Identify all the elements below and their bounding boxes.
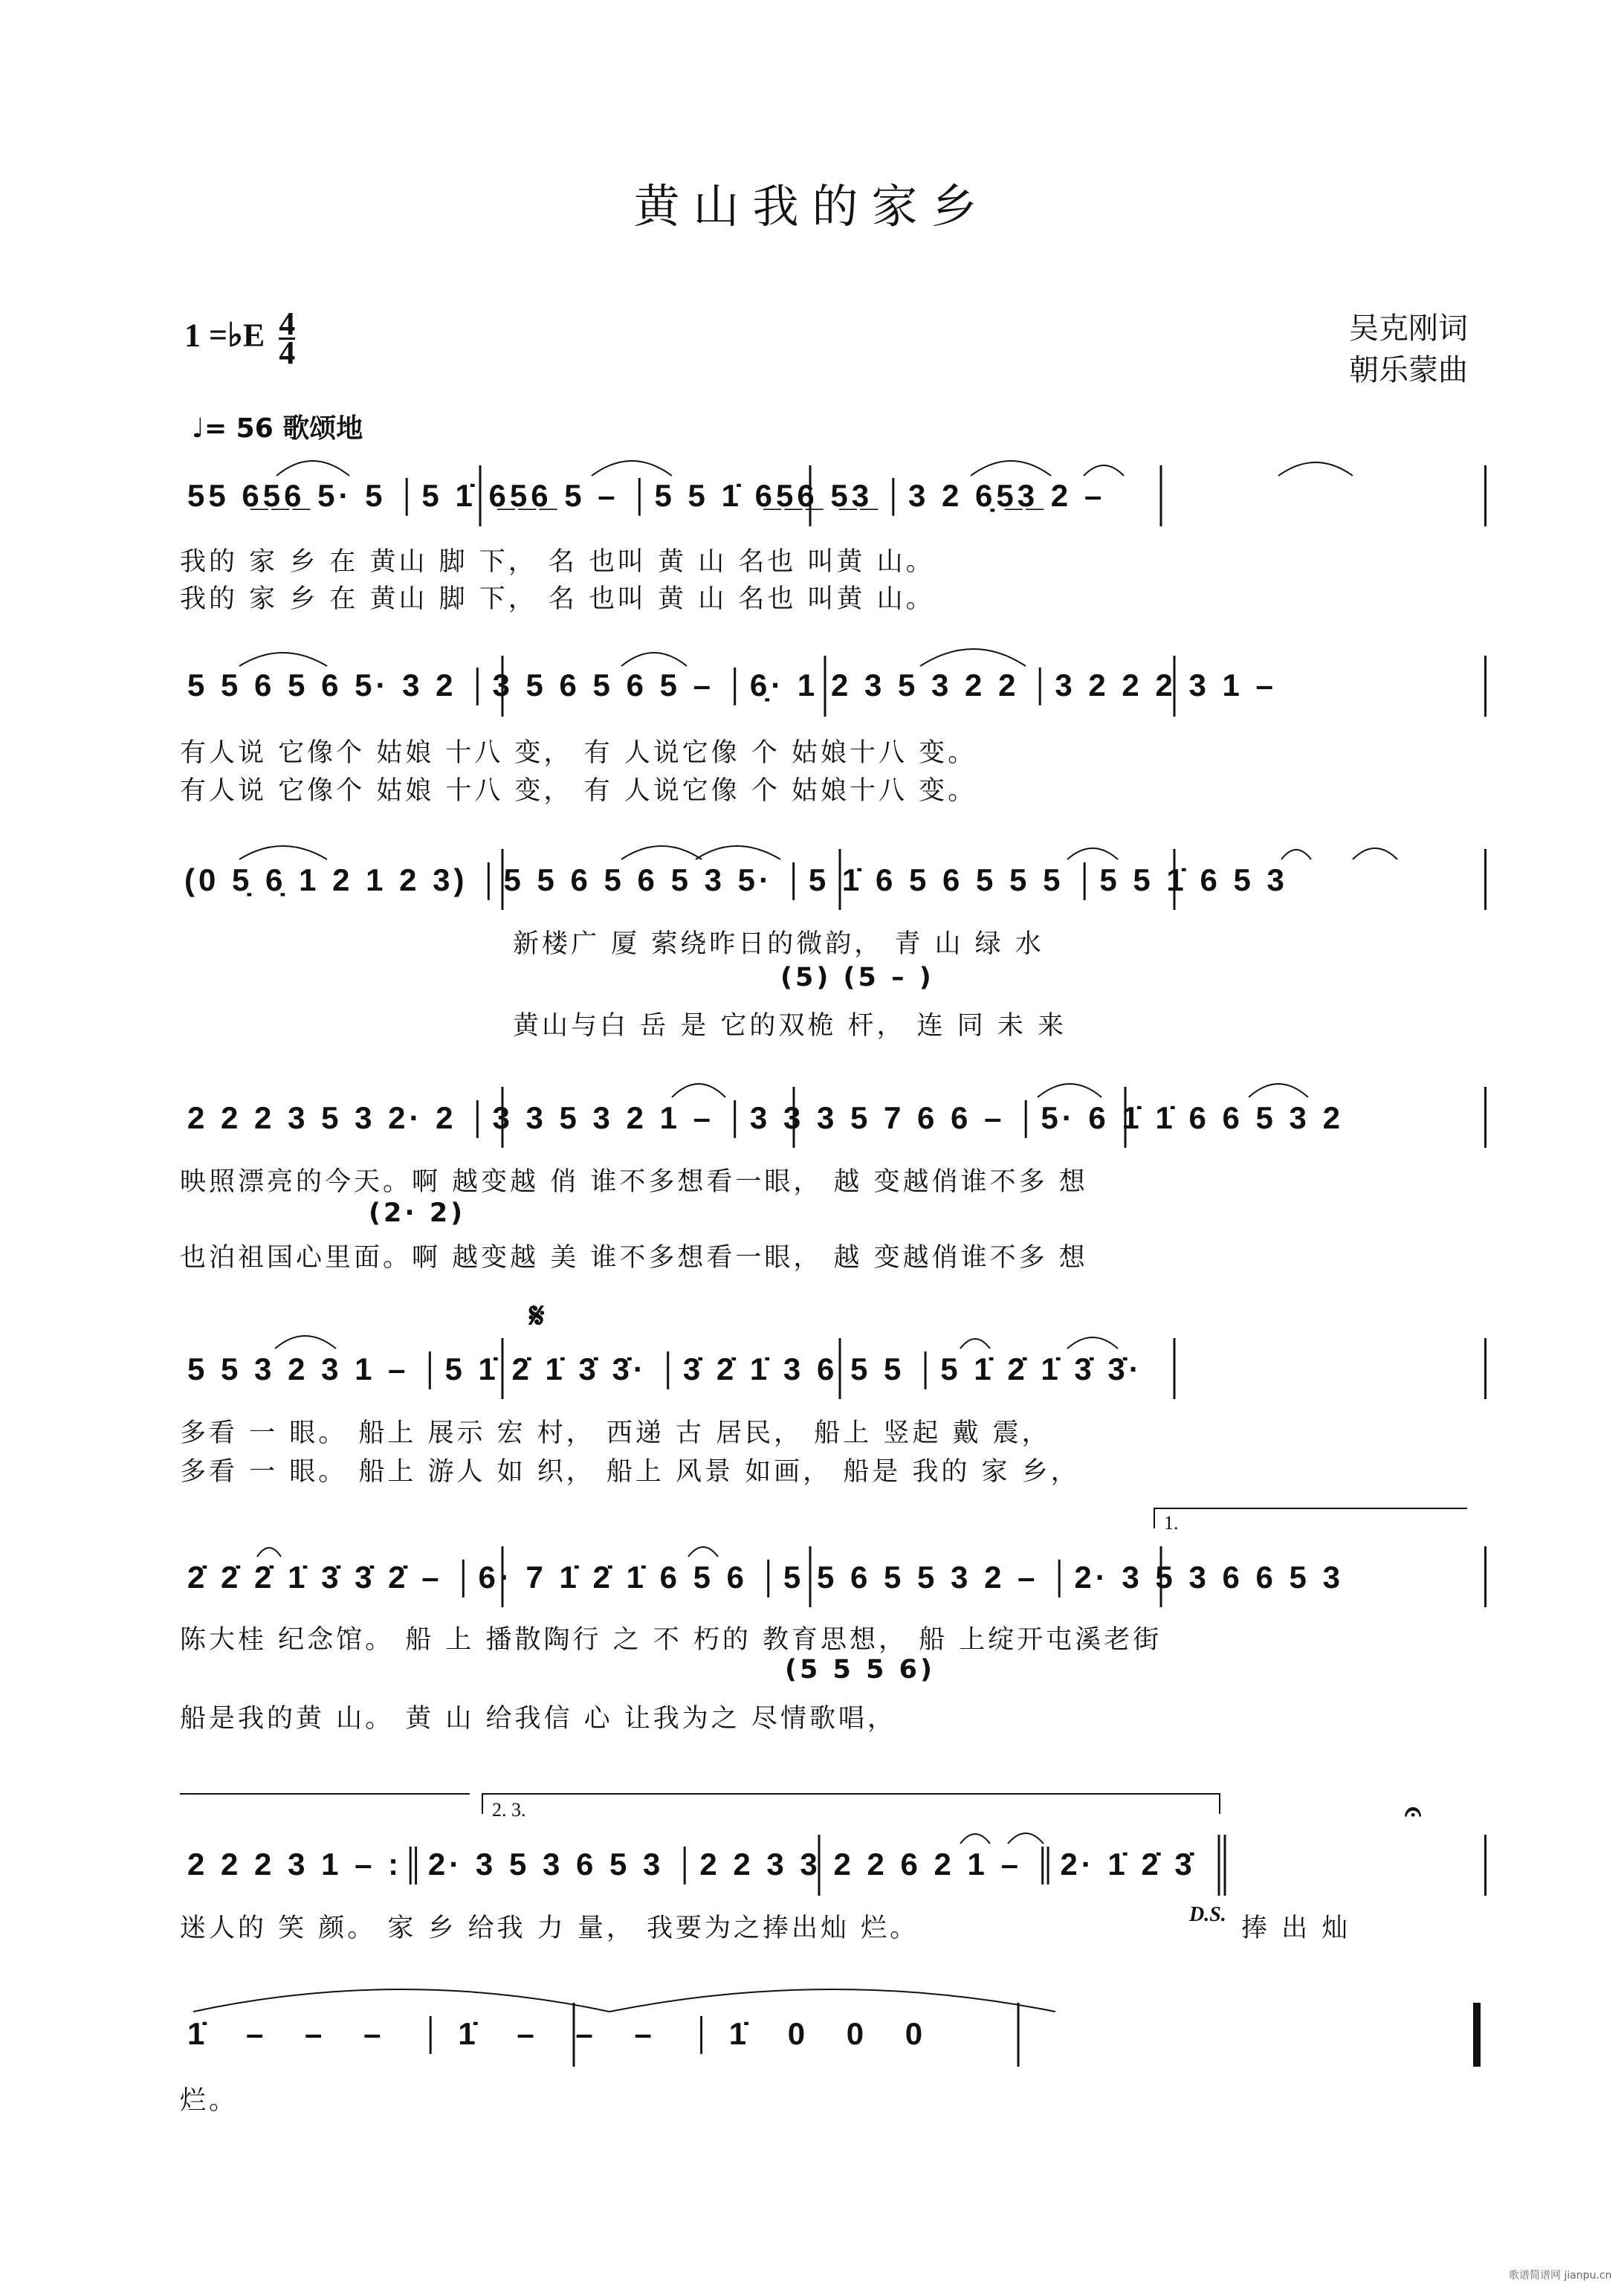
lyrics-system-3-verse-1: 新楼广 厦 萦绕昨日的微韵， 青 山 绿 水 — [513, 929, 1044, 959]
slur-12 — [1067, 848, 1118, 859]
slur-14 — [1353, 848, 1397, 859]
dal-segno-marking: D.S. — [1189, 1903, 1226, 1926]
lyrics-system-6-verse-2: 船是我的黄 山。 黄 山 给我信 心 让我为之 尽情歌唱， — [180, 1704, 896, 1734]
key-signature — [184, 306, 296, 371]
song-title: 黄山我的家乡 — [633, 179, 991, 233]
notes-system-4: 2 2 2 3 5 3 2· 2 │3 3 5 3 2 1 – │3 3 3 5 7 6 6 – │5· 6 1̇ 1̇ 6 6 5 3 2 — [187, 1100, 1344, 1135]
final-barline — [1473, 2003, 1481, 2067]
notes-system-5: 5 5 3 2 3 1 – │5 1̇ 2̇ 1̇ 3̇ 3̇· │3̇ 2̇ 1̇ 3 6 5 5 │5 1̇ 2̇ 1̇ 3̇ 3̇· — [187, 1352, 1143, 1386]
volta-1-label: 1. — [1164, 1512, 1179, 1534]
slur-21 — [257, 1548, 281, 1557]
slur-3 — [971, 461, 1051, 476]
slur-10 — [621, 846, 702, 859]
alt-notes-system-4: (2· 2) — [369, 1198, 466, 1228]
slur-20 — [1067, 1337, 1118, 1349]
lyrics-system-5-verse-2: 多看 一 眼。 船上 游人 如 织， 船上 风景 如画， 船是 我的 家 乡， — [180, 1457, 1080, 1487]
notes-system-8: 1̇ – – – │1̇ – – – │1̇ 0 0 0 — [187, 2016, 939, 2051]
composer: 朝乐蒙曲 — [1349, 353, 1468, 387]
slur-9 — [239, 846, 327, 859]
barline-end-system-2 — [1484, 656, 1486, 717]
lyrics-system-8: 烂。 — [180, 2086, 239, 2116]
notes-system-1: 55 6̲5̲6̲ 5· 5 │5 1̇ 6̲5̲6̲ 5 – │5 5 1̇ 6̲5̲6̲ 5̲3̲ │3 2 6̣5̲3̲ 2 – — [187, 478, 1106, 513]
slur-4 — [1084, 465, 1124, 476]
notes-system-6: 2̇ 2̇ 2̇ 1̇ 3̇ 3̇ 2̇ – │6· 7 1̇ 2̇ 1̇ 6 5 6 │5 5 6 5 5 3 2 – │2· 3 5 3 6 6 5 3 — [187, 1560, 1344, 1595]
slur-1 — [276, 461, 349, 476]
tempo-marking: ♩= 56 歌颂地 — [192, 413, 363, 444]
barline-end-system-3 — [1484, 849, 1486, 910]
lyrics-system-1-verse-2: 我的 家 乡 在 黄山 脚 下， 名 也叫 黄 山 名也 叫黄 山。 — [180, 584, 935, 614]
lyrics-system-7-tail: 捧 出 灿 — [1241, 1914, 1351, 1943]
volta-23-label: 2. 3. — [492, 1799, 526, 1821]
lyrics-system-4-verse-2: 也泊祖国心里面。啊 越变越 美 谁不多想看一眼， 越 变越俏谁不多 想 — [180, 1243, 1088, 1273]
watermark: 歌谱简谱网 jianpu.cn — [1509, 2270, 1612, 2282]
volta-second-ending — [482, 1793, 1220, 1814]
barline-end-system-1 — [1484, 465, 1486, 526]
notes-system-2: 5 5 6 5 6 5· 3 2 │3 5 6 5 6 5 – │6̣· 1 2 3 5 3 2 2 │3 2 2 2 3 1 – — [187, 668, 1277, 703]
time-signature — [279, 306, 296, 371]
slur-19 — [960, 1339, 990, 1349]
lyrics-system-2-verse-2: 有人说 它像个 姑娘 十八 变， 有 人说它像 个 姑娘十八 变。 — [180, 776, 977, 806]
lyrics-system-2-verse-1: 有人说 它像个 姑娘 十八 变， 有 人说它像 个 姑娘十八 变。 — [180, 738, 977, 768]
notes-system-7: 2 2 2 3 1 – :║2· 3 5 3 6 5 3 │2 2 3 3 2 2 6 2 1 – ║2· 1̇ 2̇ 3̇ — [187, 1847, 1196, 1882]
lyrics-system-4-verse-1: 映照漂亮的今天。啊 越变越 俏 谁不多想看一眼， 越 变越俏谁不多 想 — [180, 1167, 1088, 1197]
slur-7 — [621, 653, 687, 666]
barline-end-system-5 — [1484, 1338, 1486, 1399]
alt-notes-system-3: (5) (5 – ) — [780, 963, 934, 992]
notes-system-3: (0 5̣ 6̣ 1 2 1 2 3) │5 5 6 5 6 5 3 5· │5 1̇ 6 5 6 5 5 5 │5 5 1̇ 6 5 3 — [184, 862, 1288, 897]
slur-24 — [1008, 1833, 1044, 1844]
slur-18 — [275, 1336, 336, 1349]
volta-first-ending — [1154, 1508, 1467, 1528]
slur-23 — [960, 1834, 990, 1844]
slur-15 — [672, 1084, 725, 1097]
time-numerator: 4 — [279, 306, 296, 342]
lyrics-system-3-verse-2: 黄山与白 岳 是 它的双桅 杆， 连 同 未 来 — [513, 1011, 1067, 1041]
volta-first-ending-continued — [180, 1793, 470, 1795]
time-denominator: 4 — [279, 335, 296, 371]
barline-end-system-7 — [1484, 1835, 1486, 1896]
barline-end-system-4 — [1484, 1087, 1486, 1148]
lyrics-system-6-verse-1: 陈大桂 纪念馆。 船 上 播散陶行 之 不 朽的 教育思想， 船 上绽开屯溪老街 — [180, 1625, 1162, 1655]
lyrics-system-1-verse-1: 我的 家 乡 在 黄山 脚 下， 名 也叫 黄 山 名也 叫黄 山。 — [180, 547, 935, 577]
slur-2 — [592, 461, 672, 476]
slur-11 — [696, 846, 780, 859]
slur-25 — [193, 1989, 609, 2012]
segno-sign: 𝄋 — [529, 1295, 545, 1337]
lyrics-system-7: 迷人的 笑 颜。 家 乡 给我 力 量， 我要为之捧出灿 烂。 — [180, 1914, 919, 1943]
fermata-icon: 𝄐 — [1405, 1795, 1422, 1829]
slur-26 — [609, 1989, 1055, 2012]
lyrics-system-5-verse-1: 多看 一 眼。 船上 展示 宏 村， 西递 古 居民， 船上 竖起 戴 震， — [180, 1418, 1051, 1448]
slur-16 — [1038, 1084, 1101, 1097]
slur-17 — [1249, 1084, 1308, 1097]
slur-8 — [920, 649, 1026, 666]
slur-5 — [1278, 462, 1353, 476]
alt-notes-system-6: (5 5 5 6) — [785, 1655, 935, 1685]
slur-13 — [1281, 850, 1311, 859]
barline-end-system-6 — [1484, 1546, 1486, 1607]
slur-6 — [239, 653, 327, 666]
lyricist: 吴克刚词 — [1349, 311, 1468, 346]
key-label: 1 =♭E — [184, 317, 265, 354]
slur-22 — [688, 1547, 718, 1557]
